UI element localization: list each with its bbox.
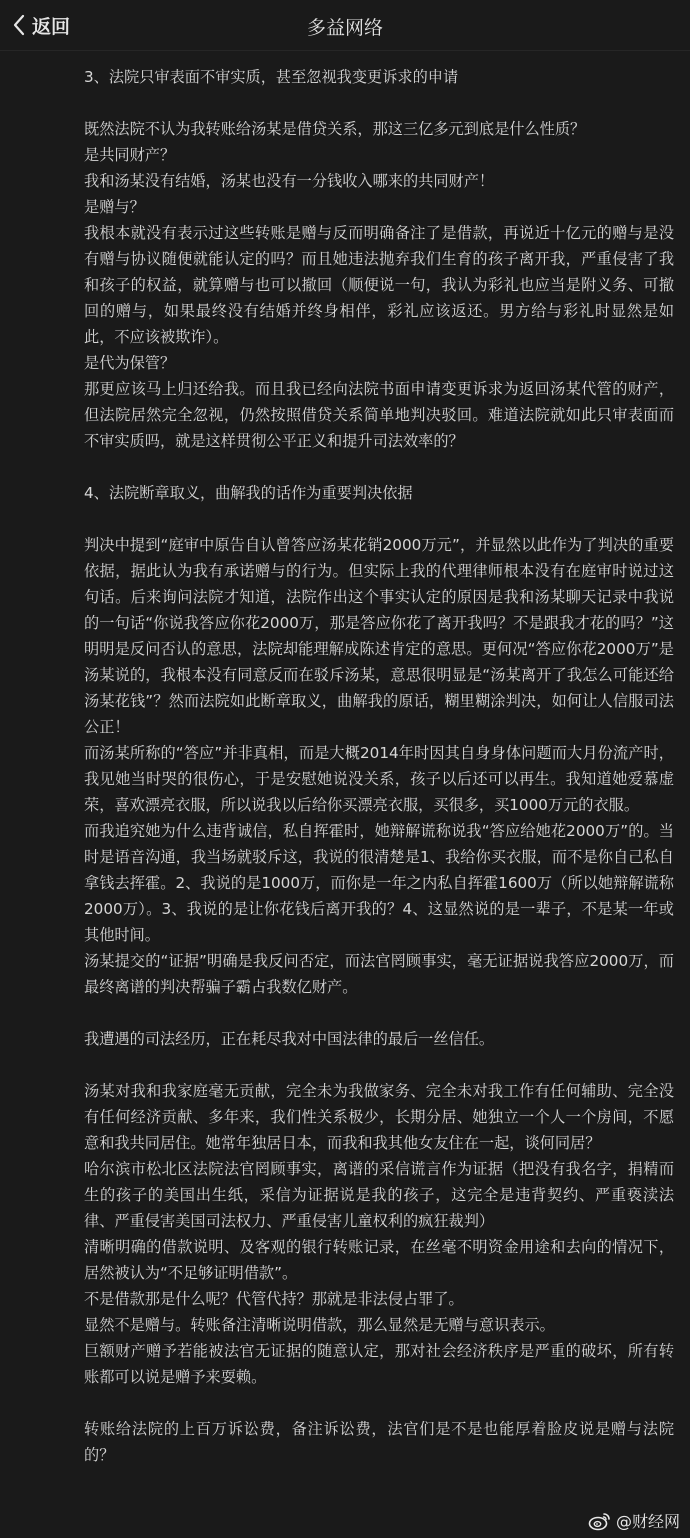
paragraph: 既然法院不认为我转账给汤某是借贷关系，那这三亿多元到底是什么性质？: [84, 120, 586, 138]
paragraph: 汤某提交的“证据”明确是我反问否定，而法官罔顾事实，毫无证据说我答应2000万，而最终离谱的判决帮骗子霸占我数亿财产。: [84, 952, 674, 996]
paragraph-heading-4: 4、法院断章取义，曲解我的话作为重要判决依据: [84, 484, 413, 502]
paragraph: 汤某对我和我家庭毫无贡献，完全未为我做家务、完全未对我工作有任何辅助、完全没有任何经济贡献、多年来，我们性关系极少，长期分居、她独立一个人一个房间，不愿意和我共同居住。她常年独居日本，而我和我其他女友住在一起，谈何同居？: [84, 1082, 674, 1152]
paragraph: 那更应该马上归还给我。而且我已经向法院书面申请变更诉求为返回汤某代管的财产，但法院居然完全忽视，仍然按照借贷关系简单地判决驳回。难道法院就如此只审表面而不审实质吗，就是这样贯彻公平正义和提升司法效率的？: [84, 380, 674, 450]
nav-bar: [0, 0, 690, 51]
paragraph: 哈尔滨市松北区法院法官罔顾事实，离谱的采信谎言作为证据（把没有我名字，捐精而生的孩子的美国出生纸，采信为证据说是我的孩子，这完全是违背契约、严重亵渎法律、严重侵害美国司法权力、严重侵害儿童权利的疯狂裁判）: [84, 1160, 674, 1230]
paragraph: 判决中提到“庭审中原告自认曾答应汤某花销2000万元”，并显然以此作为了判决的重要依据，据此认为我有承诺赠与的行为。但实际上我的代理律师根本没有在庭审时说过这句话。后来询问法院才知道，法院作出这个事实认定的原因是我和汤某聊天记录中我说的一句话“你说我答应你花2000万，那是答应你花了离开我吗？不是跟我才花的吗？”这明明是反问否认的意思，法院却能理解成陈述肯定的意思。更何况“答应你花2000万”是汤某说的，我根本没有同意反而在驳斥汤某，意思很明显是“汤某离开了我怎么可能还给汤某花钱”？然而法院如此断章取义，曲解我的原话，糊里糊涂判决，如何让人信服司法公正！: [84, 536, 674, 736]
weibo-icon: [588, 1511, 612, 1531]
paragraph: 清晰明确的借款说明、及客观的银行转账记录，在丝毫不明资金用途和去向的情况下，居然被认为“不足够证明借款”。: [84, 1238, 674, 1282]
watermark-text: @财经网: [615, 1512, 680, 1531]
paragraph: 显然不是赠与。转账备注清晰说明借款，那么显然是无赠与意识表示。: [84, 1316, 555, 1334]
paragraph: 不是借款那是什么呢？代管代持？那就是非法侵占罪了。: [84, 1290, 464, 1308]
paragraph: 是代为保管？: [84, 354, 176, 372]
paragraph: 我根本就没有表示过这些转账是赠与反而明确备注了是借款，再说近十亿元的赠与是没有赠与协议随便就能认定的吗？而且她违法抛弃我们生育的孩子离开我，严重侵害了我和孩子的权益，就算赠与也可以撤回（顺便说一句，我认为彩礼也应当是附义务、可撤回的赠与，如果最终没有结婚并终身相伴，彩礼应该返还。男方给与彩礼时显然是如此，不应该被欺诈）。: [84, 224, 674, 346]
paragraph: 而我追究她为什么违背诚信，私自挥霍时，她辩解谎称说我“答应给她花2000万”的。当时是语音沟通，我当场就驳斥这，我说的很清楚是1、我给你买衣服，而不是你自己私自拿钱去挥霍。2、我说的是1000万，而你是一年之内私自挥霍1600万（所以她辩解谎称2000万）。3、我说的是让你花钱后离开我的？4、这显然说的是一辈子，不是某一年或其他时间。: [84, 822, 674, 944]
article-body: [84, 64, 674, 1468]
page-title: 多益网络: [306, 17, 383, 39]
paragraph: 我和汤某没有结婚，汤某也没有一分钱收入哪来的共同财产！: [84, 172, 495, 190]
weibo-watermark: [588, 1509, 680, 1532]
paragraph: 是共同财产？: [84, 146, 176, 164]
paragraph-heading-3: 3、法院只审表面不审实质，甚至忽视我变更诉求的申请: [84, 68, 459, 86]
paragraph: 转账给法院的上百万诉讼费，备注诉讼费，法官们是不是也能厚着脸皮说是赠与法院的？: [84, 1420, 674, 1464]
paragraph: 是赠与？: [84, 198, 145, 216]
paragraph: 而汤某所称的“答应”并非真相，而是大概2014年时因其自身身体问题而大月份流产时，我见她当时哭的很伤心，于是安慰她说没关系，孩子以后还可以再生。我知道她爱慕虚荣，喜欢漂亮衣服，所以说我以后给你买漂亮衣服，买很多，买1000万元的衣服。: [84, 744, 674, 814]
back-label: 返回: [32, 15, 71, 38]
paragraph: 巨额财产赠予若能被法官无证据的随意认定，那对社会经济秩序是严重的破坏，所有转账都可以说是赠予来耍赖。: [84, 1342, 674, 1386]
paragraph: 我遭遇的司法经历，正在耗尽我对中国法律的最后一丝信任。: [84, 1030, 495, 1048]
